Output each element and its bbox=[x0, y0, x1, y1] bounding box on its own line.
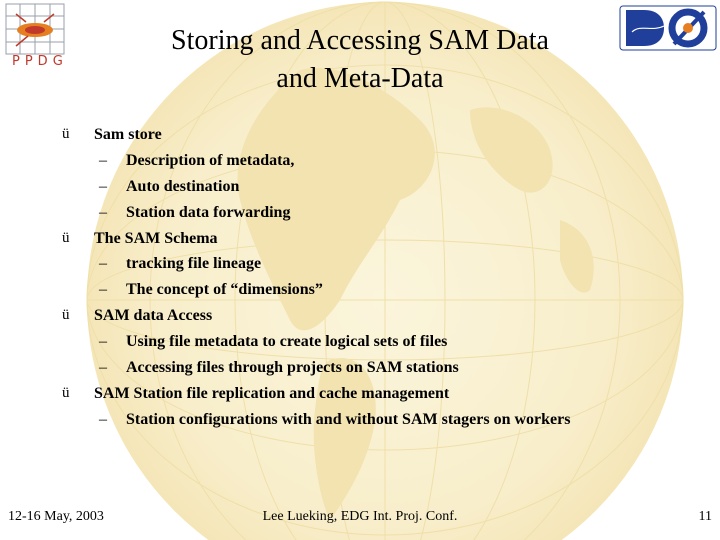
dash-marker: – bbox=[99, 410, 107, 428]
sub-bullet-item bbox=[62, 355, 702, 381]
ppdg-emblem-icon bbox=[4, 2, 66, 56]
sub-bullet-item bbox=[62, 148, 702, 174]
bullet-item bbox=[62, 303, 702, 329]
bullet-item bbox=[62, 122, 702, 148]
sub-bullet-item bbox=[62, 277, 702, 303]
checkmark-icon: ü bbox=[62, 229, 70, 246]
sub-bullet-text: Auto destination bbox=[126, 177, 240, 195]
sub-bullet-item bbox=[62, 251, 702, 277]
bullet-text: Sam store bbox=[94, 126, 162, 143]
sub-bullet-text: Station data forwarding bbox=[126, 203, 291, 221]
ppdg-logo bbox=[4, 2, 66, 74]
sub-bullet-item bbox=[62, 407, 702, 433]
checkmark-icon: ü bbox=[62, 384, 70, 401]
bullet-text: SAM Station file replication and cache management bbox=[94, 384, 450, 402]
dash-marker: – bbox=[99, 359, 107, 377]
bullet-text: The SAM Schema bbox=[94, 229, 218, 247]
dash-marker: – bbox=[99, 203, 107, 221]
title-line-1: Storing and Accessing SAM Data bbox=[171, 25, 549, 56]
page-number: 11 bbox=[698, 509, 712, 524]
dash-marker: – bbox=[99, 333, 107, 351]
sub-bullet-text: Using file metadata to create logical sets of files bbox=[126, 333, 448, 351]
sub-bullet-text: The concept of “dimensions” bbox=[126, 281, 323, 299]
sub-bullet-item bbox=[62, 174, 702, 200]
dash-marker: – bbox=[99, 255, 107, 273]
sub-bullet-item bbox=[62, 329, 702, 355]
checkmark-icon: ü bbox=[62, 126, 70, 142]
footer-date: 12-16 May, 2003 bbox=[8, 509, 104, 524]
bullet-text: SAM data Access bbox=[94, 307, 213, 325]
ppdg-wordmark: PPDG bbox=[12, 54, 68, 69]
title-line-2: and Meta-Data bbox=[276, 63, 444, 94]
dash-marker: – bbox=[99, 177, 107, 195]
sub-bullet-text: Station configurations with and without SAM stagers on workers bbox=[126, 410, 571, 428]
bullet-list bbox=[62, 122, 702, 433]
bullet-item bbox=[62, 381, 702, 407]
bullet-item bbox=[62, 226, 702, 252]
checkmark-icon: ü bbox=[62, 307, 70, 324]
footer-author: Lee Lueking, EDG Int. Proj. Conf. bbox=[262, 509, 458, 524]
sub-bullet-item bbox=[62, 200, 702, 226]
dash-marker: – bbox=[99, 151, 107, 169]
dash-marker: – bbox=[99, 281, 107, 299]
slide-title bbox=[60, 22, 660, 98]
sub-bullet-text: Description of metadata, bbox=[126, 151, 295, 169]
sub-bullet-text: Accessing files through projects on SAM stations bbox=[126, 359, 459, 377]
sub-bullet-text: tracking file lineage bbox=[126, 255, 262, 273]
